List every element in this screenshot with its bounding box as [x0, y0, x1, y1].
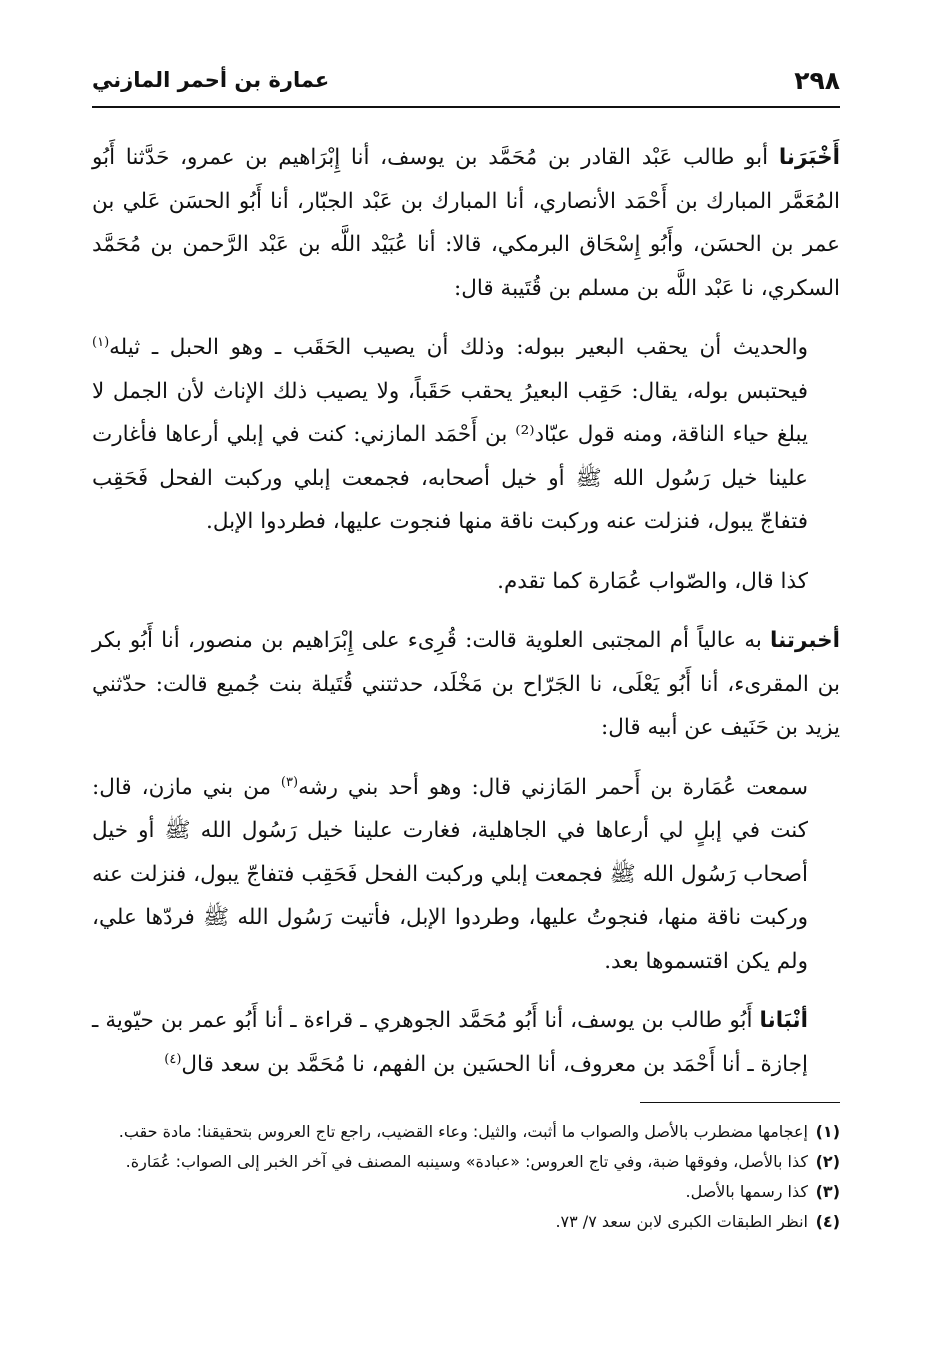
page-number: ٢٩٨	[794, 66, 840, 95]
paragraph-4	[92, 619, 840, 750]
footnote-text: انظر الطبقات الكبرى لابن سعد ٧/ ٧٣.	[555, 1212, 808, 1231]
footnote-ref-3[interactable]: (٣)	[280, 774, 299, 790]
footnote-item	[92, 1149, 840, 1175]
footnote-number: (٣)	[815, 1182, 840, 1201]
paragraph-text: سمعت عُمَارة بن أَحمر المَازني قال: وهو أحد بني رشه	[298, 774, 809, 800]
paragraph-text-continued: من بني مازن، قال: كنت في إبلٍ لي أرعاها في الجاهلية، فغارت علينا خيل رَسُول الله ﷺ أو خيل أصحاب رَسُول الله ﷺ فجمعت إبلي وركبت الفحل فَحَقِب فتفاجّ يبول، فنزلت عنه وركبت ناقة منها، فنجوتُ عليها، وطردوا الإبل، فأتيت رَسُول الله ﷺ فردّها علي، ولم يكن اقتسموها بعد.	[92, 774, 808, 974]
page-header	[92, 58, 840, 108]
footnote-item	[92, 1179, 840, 1205]
paragraph-text: والحديث أن يحقب البعير ببوله: وذلك أن يصيب الحَقَب ـ وهو الحبل ـ ثيله	[109, 335, 808, 360]
main-text	[92, 136, 840, 1086]
footnotes	[92, 1119, 840, 1235]
footnote-text: إعجامها مضطرب بالأصل والصواب ما أثبت، والثيل: وعاء القضيب، راجع تاج العروس بتحقيقنا: مادة حقب.	[118, 1122, 808, 1141]
footnote-ref-1[interactable]: (١)	[92, 334, 110, 350]
paragraph-text: كذا قال، والصّواب عُمَارة كما تقدم.	[497, 568, 808, 594]
paragraph-text: أَبُو طالب بن يوسف، أنا أَبُو مُحَمَّد الجوهري ـ قراءة ـ أنا أَبُو عمر بن حيّوية ـ إجازة ـ أنا أَحْمَد بن معروف، أنا الحسَين بن الفهم، نا مُحَمَّد بن سعد قال	[92, 1008, 808, 1077]
footnote-item	[92, 1209, 840, 1235]
paragraph-2	[92, 326, 840, 544]
paragraph-text-continued: فيحتبس بوله، يقال: حَقِب البعيرُ يحقب حَقَباً، ولا يصيب ذلك الإناث لأن الجمل لا يبلغ حياء الناقة، ومنه قول عبّاد⁽²⁾ بن أَحْمَد المازني: كنت في إبلي أرعاها فأغارت علينا خيل رَسُول الله ﷺ أو خيل أصحابه، فجمعت إبلي وركبت الفحل فَحَقِب فتفاجّ يبول، فنزلت عنه وركبت ناقة منها فنجوت عليها، فطردوا الإبل.	[92, 378, 808, 534]
paragraph-lead-word: أنْبَانا	[759, 1008, 808, 1033]
paragraph-text: أبو طالب عَبْد القادر بن مُحَمَّد بن يوسف، أنا إِبْرَاهيم بن عمرو، حَدَّثنا أَبُو المُعَمَّر المبارك بن أَحْمَد الأنصاري، أنا المبارك بن عَبْد الجبّار، أنا أَبُو الحسَن عَلي بن عمر بن الحسَن، وأَبُو إِسْحَاق البرمكي، قالا: أنا عُبَيْد اللَّه بن عَبْد الرَّحمن بن مُحَمَّد السكري، نا عَبْد اللَّه بن مسلم بن قُتَيبة قال:	[92, 145, 840, 301]
footnote-item	[92, 1119, 840, 1145]
paragraph-1	[92, 136, 840, 310]
footnote-number: (٤)	[815, 1212, 840, 1231]
running-title: عمارة بن أحمر المازني	[92, 68, 330, 92]
footnote-text: كذا رسمها بالأصل.	[685, 1182, 808, 1201]
book-page	[92, 58, 840, 1298]
paragraph-lead-word: أخبرتنا	[770, 628, 840, 653]
paragraph-lead-word: أَخْبَرَنا	[778, 145, 840, 170]
paragraph-3	[92, 560, 840, 604]
footnote-number: (٢)	[815, 1152, 840, 1171]
paragraph-text: به عالياً أم المجتبى العلوية قالت: قُرِىء على إِبْرَاهيم بن منصور، أنا أَبُو بكر بن المقرىء، أنا أَبُو يَعْلَى، نا الجَرّاح بن مَخْلَد، حدثتني قُتَيلة بنت جُميع قالت: حدّثني يزيد بن حَنَيف عن أبيه قال:	[92, 628, 840, 740]
footnote-number: (١)	[815, 1122, 840, 1141]
footnote-divider	[640, 1102, 840, 1103]
paragraph-6	[92, 999, 840, 1086]
footnote-text: كذا بالأصل، وفوقها ضبة، وفي تاج العروس: «عبادة» وسينبه المصنف في آخر الخبر إلى الصواب: عُمَارة.	[125, 1152, 808, 1171]
footnote-ref-4[interactable]: (٤)	[164, 1051, 182, 1067]
paragraph-5	[92, 766, 840, 984]
